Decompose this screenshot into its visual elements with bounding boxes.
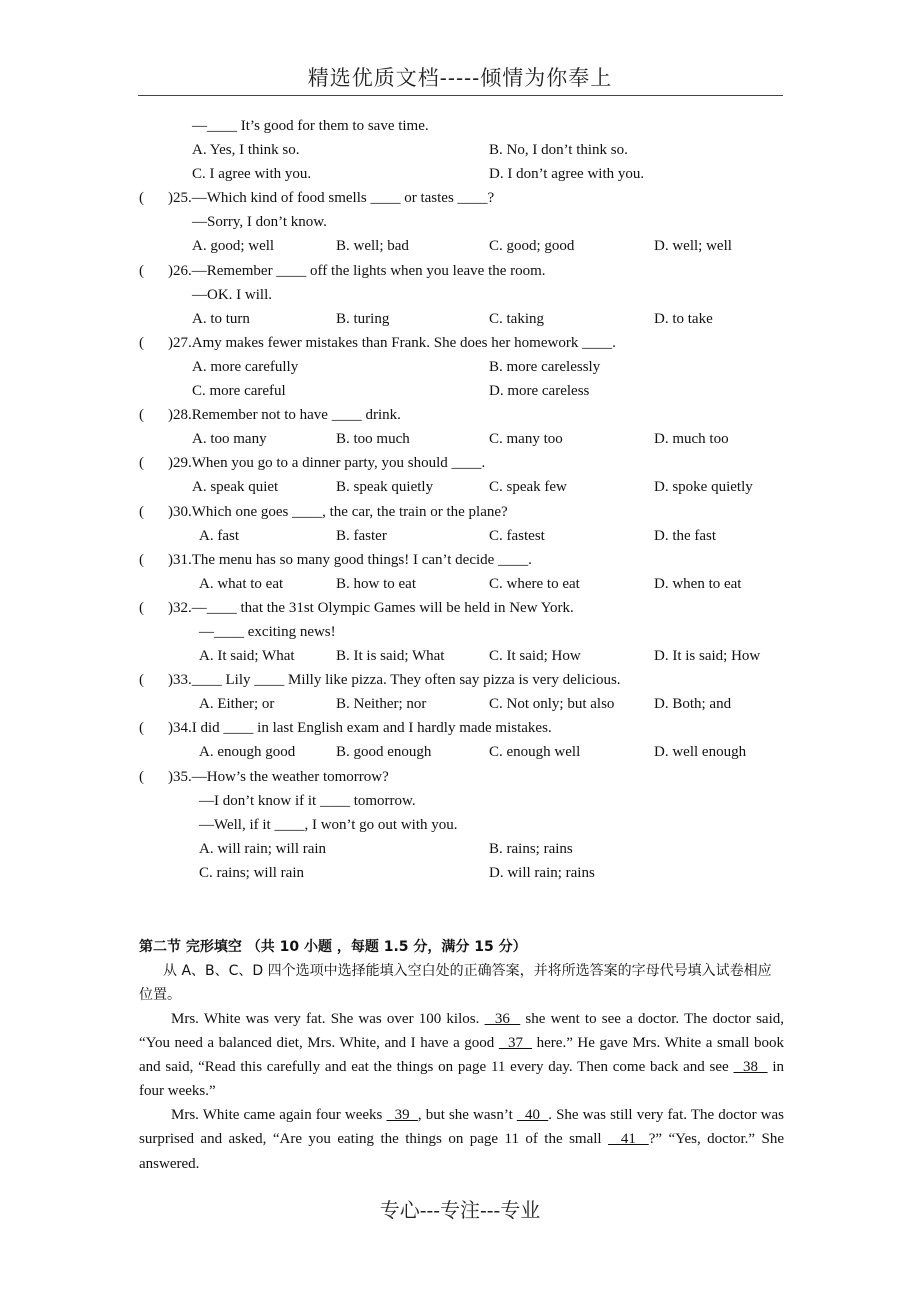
options-row xyxy=(139,427,784,451)
dialogue-line: —OK. I will. xyxy=(192,286,272,303)
option: A. Yes, I think so. xyxy=(192,142,300,159)
question-number: )33. xyxy=(168,672,192,689)
blank-39[interactable]: 39 xyxy=(386,1107,418,1124)
option-c[interactable]: C. rains; will rain xyxy=(199,864,304,881)
options-row xyxy=(139,234,784,258)
passage-text: Mrs. White came again four weeks xyxy=(171,1107,387,1124)
question-stem: Which one goes ____, the car, the train or the plane? xyxy=(191,503,508,520)
option-b[interactable]: B. faster xyxy=(336,527,387,544)
answer-paren[interactable]: ( xyxy=(139,455,144,472)
option-c[interactable]: C. more careful xyxy=(192,383,286,400)
blank-40[interactable]: 40 xyxy=(516,1107,549,1124)
option-d[interactable]: D. will rain; rains xyxy=(489,864,595,881)
option-c[interactable]: C. taking xyxy=(489,310,544,327)
dialogue-line: —Well, if it ____, I won’t go out with you. xyxy=(199,816,458,833)
answer-paren[interactable]: ( xyxy=(139,334,144,351)
options-row xyxy=(139,475,784,499)
options-row xyxy=(139,307,784,331)
passage-text: she went to see a doctor. The doctor said, “You need a balanced diet, Mrs. White, and I have a good xyxy=(139,1011,785,1052)
option-c[interactable]: C. Not only; but also xyxy=(489,696,615,713)
option-c[interactable]: C. where to eat xyxy=(489,575,580,592)
option-a[interactable]: A. speak quiet xyxy=(192,479,279,496)
options-row xyxy=(139,692,784,716)
answer-paren[interactable]: ( xyxy=(139,551,144,568)
section-gap xyxy=(139,885,784,935)
option-c[interactable]: C. good; good xyxy=(489,238,575,255)
option-c[interactable]: C. many too xyxy=(489,431,563,448)
option-a[interactable]: A. what to eat xyxy=(199,575,284,592)
blank-38[interactable]: 38 xyxy=(733,1059,768,1076)
question-stem: —Remember ____ off the lights when you leave the room. xyxy=(191,262,546,279)
option-d[interactable]: D. spoke quietly xyxy=(654,479,753,496)
answer-paren[interactable]: ( xyxy=(139,503,144,520)
question-number: )30. xyxy=(168,503,192,520)
question-31 xyxy=(139,548,784,572)
question-stem: —How’s the weather tomorrow? xyxy=(191,768,389,785)
question-24-line: —____ It’s good for them to save time. xyxy=(192,118,429,134)
question-stem: —Which kind of food smells ____ or tastes ____? xyxy=(191,190,495,207)
option-b[interactable]: B. rains; rains xyxy=(489,840,573,857)
answer-paren[interactable]: ( xyxy=(139,407,144,424)
option-d[interactable]: D. well; well xyxy=(654,238,732,255)
question-30 xyxy=(139,500,784,524)
option-a[interactable]: A. fast xyxy=(199,527,239,544)
option-c[interactable]: C. speak few xyxy=(489,479,567,496)
option-b[interactable]: B. more carelessly xyxy=(489,358,601,375)
question-stem: Amy makes fewer mistakes than Frank. She does her homework ____. xyxy=(191,334,616,351)
option-a[interactable]: A. will rain; will rain xyxy=(199,840,327,857)
question-number: )35. xyxy=(168,768,192,785)
dialogue-line: —Sorry, I don’t know. xyxy=(192,214,327,231)
question-stem: The menu has so many good things! I can’t decide ____. xyxy=(191,551,532,568)
page-header: 精选优质文档-----倾情为你奉上 xyxy=(307,66,613,90)
answer-paren[interactable]: ( xyxy=(139,672,144,689)
options-row xyxy=(139,572,784,596)
question-number: )34. xyxy=(168,720,192,737)
question-number: )32. xyxy=(168,599,192,616)
question-number: )28. xyxy=(168,407,192,424)
options-row xyxy=(139,740,784,764)
question-29 xyxy=(139,451,784,475)
option-b[interactable]: B. good enough xyxy=(336,744,432,761)
question-35 xyxy=(139,765,784,789)
option-d[interactable]: D. when to eat xyxy=(654,575,742,592)
option-b[interactable]: B. well; bad xyxy=(336,238,409,255)
question-34 xyxy=(139,716,784,740)
question-number: )26. xyxy=(168,262,192,279)
option-b[interactable]: B. turing xyxy=(336,310,390,327)
options-row xyxy=(139,861,784,885)
question-25 xyxy=(139,186,784,210)
question-24-options-row-2 xyxy=(139,162,784,186)
options-row xyxy=(139,355,784,379)
option-a[interactable]: A. Either; or xyxy=(199,696,275,713)
cloze-section-title: 第二节 完形填空 （共 10 小题 ，每题 1.5 分，满分 15 分） xyxy=(139,939,527,955)
option: C. I agree with you. xyxy=(192,166,312,183)
option-d[interactable]: D. more careless xyxy=(489,383,590,400)
question-27 xyxy=(139,331,784,355)
option-a[interactable]: A. to turn xyxy=(192,310,250,327)
cloze-paragraph-1 xyxy=(139,1007,784,1103)
options-row xyxy=(139,524,784,548)
option-c[interactable]: C. fastest xyxy=(489,527,545,544)
option-a[interactable]: A. good; well xyxy=(192,238,275,255)
cloze-instruction: 从 A、B、C、D 四个选项中选择能填入空白处的正确答案，并将所选答案的字母代号填入试卷相应位置。 xyxy=(139,963,772,1003)
blank-41[interactable]: 41 xyxy=(608,1131,649,1148)
page-footer: 专心---专注---专业 xyxy=(379,1198,541,1222)
question-stem: —____ that the 31st Olympic Games will be held in New York. xyxy=(191,599,574,616)
question-32 xyxy=(139,596,784,620)
options-row xyxy=(139,644,784,668)
header-rule xyxy=(138,95,783,96)
options-row xyxy=(139,379,784,403)
question-stem: ____ Lily ____ Milly like pizza. They often say pizza is very delicious. xyxy=(191,672,621,689)
answer-paren[interactable]: ( xyxy=(139,599,144,616)
blank-37[interactable]: 37 xyxy=(498,1035,533,1052)
option-d[interactable]: D. to take xyxy=(654,310,713,327)
cloze-paragraph-2 xyxy=(139,1103,784,1175)
question-26 xyxy=(139,259,784,283)
passage-text: . She was still very fat. The doctor was surprised and asked, “Are you eating the things on page 11 of the small xyxy=(139,1107,784,1148)
passage-text: Mrs. White was very fat. She was over 100 kilos. xyxy=(171,1011,485,1027)
answer-paren[interactable]: ( xyxy=(139,262,144,279)
answer-paren[interactable]: ( xyxy=(139,768,144,785)
option-a[interactable]: A. enough good xyxy=(199,744,296,761)
option-b[interactable]: B. It is said; What xyxy=(336,648,445,665)
question-list xyxy=(139,186,784,885)
option-b[interactable]: B. how to eat xyxy=(336,575,416,592)
question-stem: Remember not to have ____ drink. xyxy=(191,407,401,424)
question-stem: I did ____ in last English exam and I hardly made mistakes. xyxy=(191,720,552,737)
option-d[interactable]: D. the fast xyxy=(654,527,717,544)
passage-text: here.” He gave Mrs. White a small book and said, “Read this carefully and eat the things on page 11 every day. Then come back and see xyxy=(139,1035,784,1076)
option-b[interactable]: B. speak quietly xyxy=(336,479,434,496)
passage-text: in four weeks.” xyxy=(139,1059,785,1100)
options-row xyxy=(139,837,784,861)
passage-text: ?” “Yes, doctor.” She answered. xyxy=(139,1131,785,1172)
question-number: )25. xyxy=(168,190,192,207)
question-number: )29. xyxy=(168,455,192,472)
option-c[interactable]: C. It said; How xyxy=(489,648,581,665)
option-d[interactable]: D. well enough xyxy=(654,744,747,761)
exam-page xyxy=(139,114,784,1176)
dialogue-line: —____ exciting news! xyxy=(199,623,336,640)
answer-paren[interactable]: ( xyxy=(139,190,144,207)
option-d[interactable]: D. much too xyxy=(654,431,729,448)
question-number: )31. xyxy=(168,551,192,568)
option-b[interactable]: B. Neither; nor xyxy=(336,696,427,713)
option-d[interactable]: D. It is said; How xyxy=(654,648,761,665)
option-a[interactable]: A. It said; What xyxy=(199,648,295,665)
blank-36[interactable]: 36 xyxy=(484,1011,521,1027)
option-d[interactable]: D. Both; and xyxy=(654,696,732,713)
option: B. No, I don’t think so. xyxy=(489,142,628,159)
option-c[interactable]: C. enough well xyxy=(489,744,581,761)
option-a[interactable]: A. too many xyxy=(192,431,267,448)
dialogue-line: —I don’t know if it ____ tomorrow. xyxy=(199,792,416,809)
question-24-options-row-1 xyxy=(139,138,784,162)
question-33 xyxy=(139,668,784,692)
option-a[interactable]: A. more carefully xyxy=(192,358,299,375)
passage-text: , but she wasn’t xyxy=(417,1107,517,1124)
option: D. I don’t agree with you. xyxy=(489,166,645,183)
question-number: )27. xyxy=(168,334,192,351)
question-28 xyxy=(139,403,784,427)
question-stem: When you go to a dinner party, you should ____. xyxy=(191,455,486,472)
answer-paren[interactable]: ( xyxy=(139,720,144,737)
option-b[interactable]: B. too much xyxy=(336,431,410,448)
